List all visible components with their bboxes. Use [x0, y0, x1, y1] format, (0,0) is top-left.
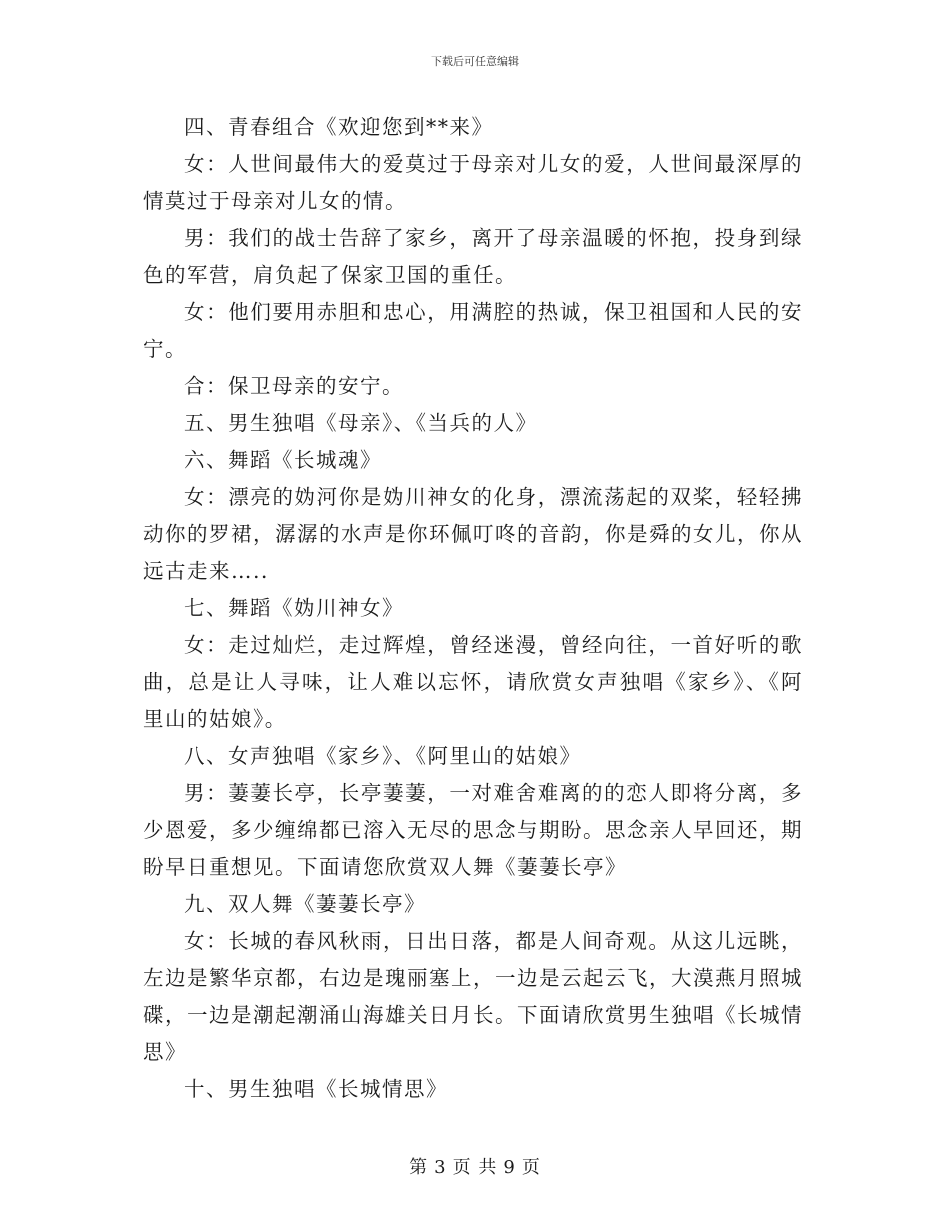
- program-item-4: 四、青春组合《欢迎您到**来》: [184, 115, 494, 139]
- host-line-male-2: 男：萋萋长亭，长亭萋萋，一对难舍难离的的恋人即将分离，多少恩爱，多少缠绵都已溶入无尽的思念与期盼。思念亲人早回还，期盼早日重想见。下面请您欣赏双人舞《萋萋长亭》: [143, 781, 803, 879]
- program-item-6: 六、舞蹈《长城魂》: [184, 448, 382, 472]
- page-mid-text: 页 共: [452, 1157, 498, 1178]
- document-body: [143, 109, 803, 1108]
- page-prefix: 第: [409, 1157, 429, 1178]
- host-line-female-2: 女：他们要用赤胆和忠心，用满腔的热诚，保卫祖国和人民的安宁。: [143, 300, 803, 361]
- program-item-5: 五、男生独唱《母亲》、《当兵的人》: [184, 411, 538, 435]
- host-line-together: 合：保卫母亲的安宁。: [184, 374, 404, 398]
- total-pages-number: 9: [503, 1157, 516, 1178]
- host-line-female-5: 女：长城的春风秋雨，日出日落，都是人间奇观。从这儿远眺，左边是繁华京都，右边是瑰丽塞上，一边是云起云飞，大漠燕月照城碟，一边是潮起潮涌山海雄关日月长。下面请欣赏男生独唱《长城情思》: [143, 929, 803, 1064]
- host-line-female-4: 女：走过灿烂，走过辉煌，曾经迷漫，曾经向往，一首好听的歌曲，总是让人寻味，让人难以忘怀，请欣赏女声独唱《家乡》、《阿里山的姑娘》。: [143, 633, 803, 731]
- page-header-note: 下载后可任意编辑: [431, 55, 519, 68]
- program-item-9: 九、双人舞《萋萋长亭》: [184, 892, 426, 916]
- program-item-7: 七、舞蹈《妫川神女》: [184, 596, 404, 620]
- current-page-number: 3: [434, 1157, 447, 1178]
- program-item-10: 十、男生独唱《长城情思》: [184, 1077, 448, 1101]
- page-suffix: 页: [521, 1157, 541, 1178]
- program-item-8: 八、女声独唱《家乡》、《阿里山的姑娘》: [184, 744, 582, 768]
- page-number-footer: [0, 1153, 950, 1179]
- host-line-female-3: 女：漂亮的妫河你是妫川神女的化身，漂流荡起的双桨，轻轻拂动你的罗裙，潺潺的水声是你环佩叮咚的音韵，你是舜的女儿，你从远古走来….．: [143, 485, 803, 583]
- host-line-female-1: 女：人世间最伟大的爱莫过于母亲对儿女的爱，人世间最深厚的情莫过于母亲对儿女的情。: [143, 152, 803, 213]
- host-line-male-1: 男：我们的战士告辞了家乡，离开了母亲温暖的怀抱，投身到绿色的军营，肩负起了保家卫国的重任。: [143, 226, 803, 287]
